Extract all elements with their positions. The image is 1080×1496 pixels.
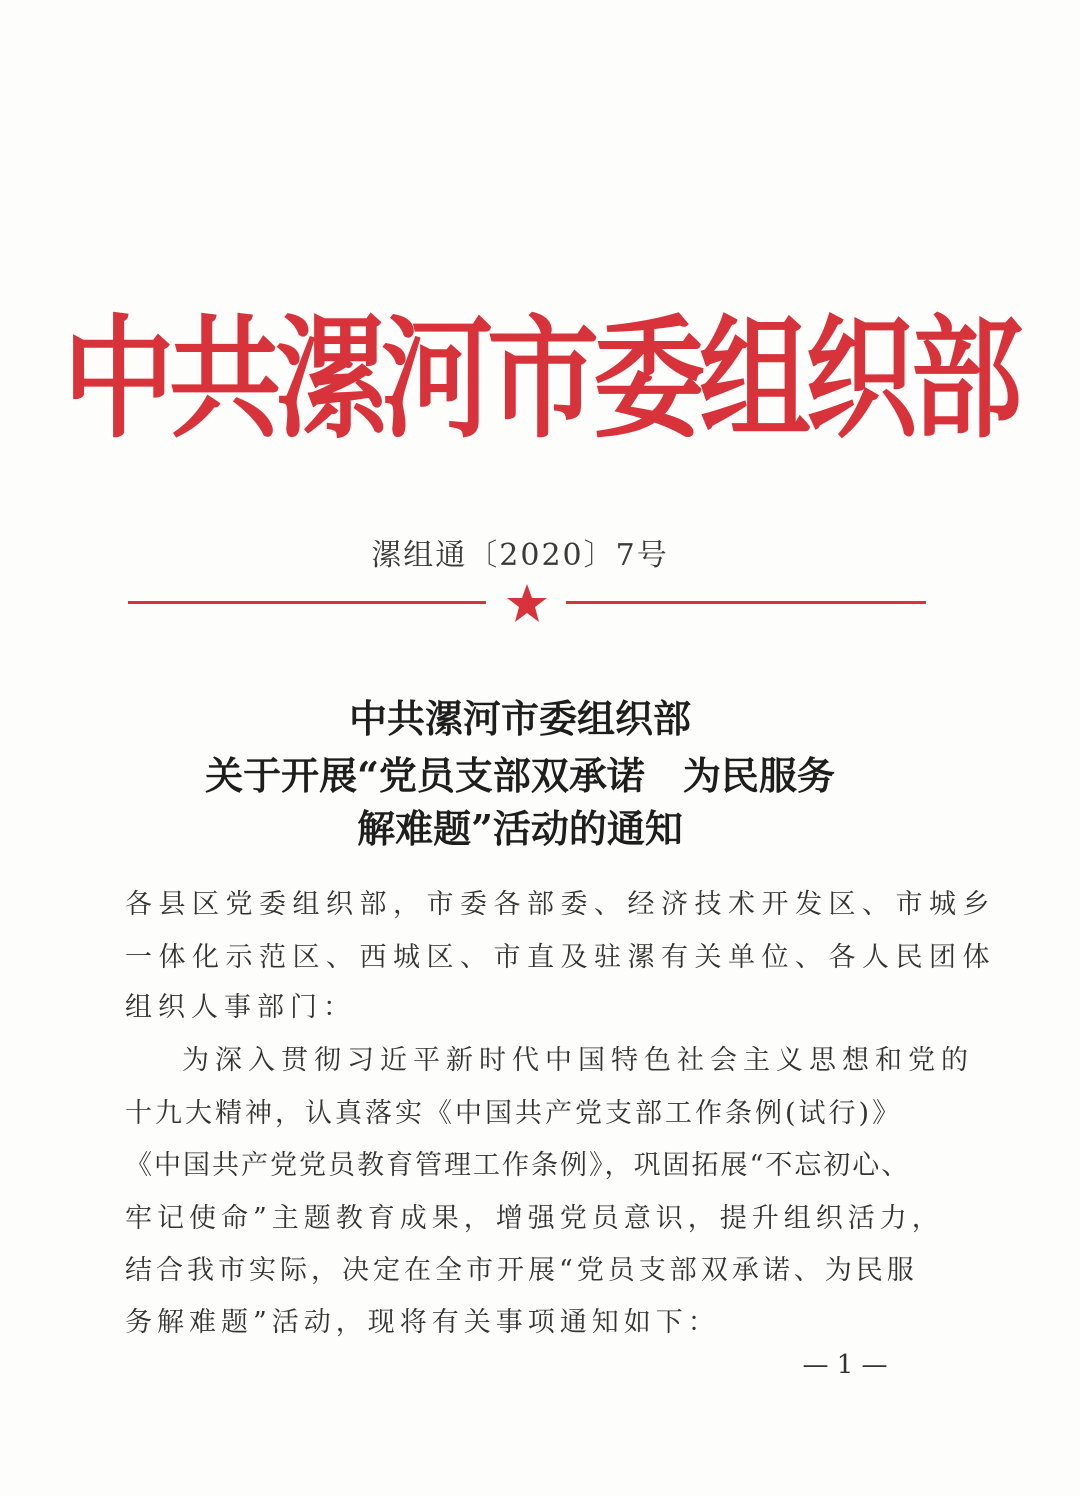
red-rule-left bbox=[128, 601, 486, 604]
document-number: 漯组通〔2020〕7号 bbox=[371, 538, 669, 573]
body-line: 一体化示范区、西城区、市直及驻漯有关单位、各人民团体 bbox=[125, 942, 996, 973]
notice-title-line-1: 中共漯河市委组织部 bbox=[348, 696, 691, 741]
body-line: 十九大精神，认真落实《中国共产党支部工作条例(试行)》 bbox=[125, 1098, 903, 1129]
star-icon bbox=[505, 582, 549, 626]
body-line: 组织人事部门： bbox=[125, 992, 356, 1023]
notice-title-line-2: 关于开展“党员支部双承诺 为民服务 bbox=[205, 753, 835, 798]
red-rule-right bbox=[566, 601, 926, 604]
notice-title-line-3: 解难题”活动的通知 bbox=[357, 806, 683, 851]
body-line: 牢记使命”主题教育成果，增强党员意识，提升组织活力， bbox=[125, 1203, 944, 1234]
body-line: 务解难题”活动，现将有关事项通知如下： bbox=[125, 1307, 720, 1338]
body-line: 为深入贯彻习近平新时代中国特色社会主义思想和党的 bbox=[182, 1045, 974, 1076]
masthead-title bbox=[0, 305, 1080, 455]
body-line: 《中国共产党党员教育管理工作条例》，巩固拓展“不忘初心、 bbox=[125, 1150, 911, 1181]
body-line: 结合我市实际，决定在全市开展“党员支部双承诺、为民服 bbox=[125, 1255, 918, 1286]
page-number: — 1 — bbox=[802, 1350, 888, 1380]
body-line: 各县区党委组织部，市委各部委、经济技术开发区、市城乡 bbox=[125, 889, 996, 920]
masthead-text: 中共漯河市委组织部 bbox=[63, 303, 1017, 457]
